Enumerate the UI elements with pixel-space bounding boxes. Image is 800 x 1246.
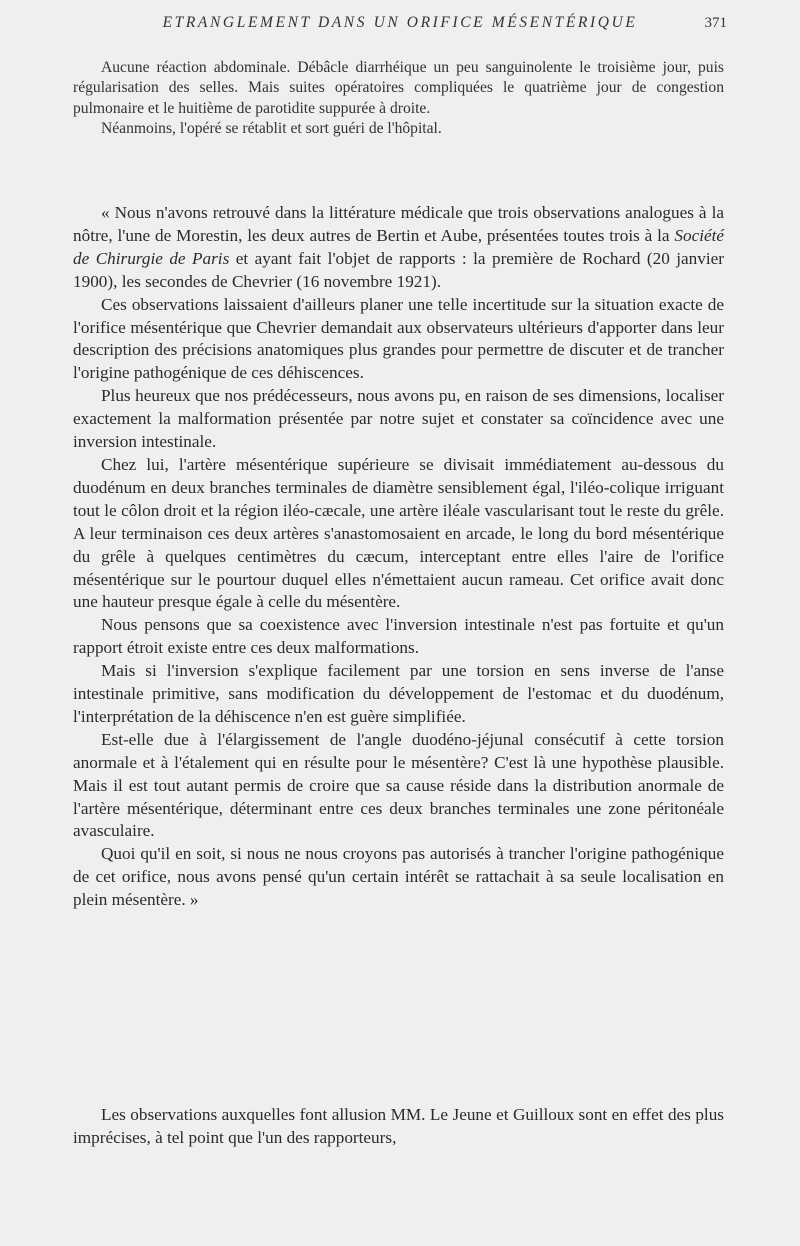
running-title: ETRANGLEMENT DANS UN ORIFICE MÉSENTÉRIQUE	[162, 14, 638, 31]
discussion-paragraph	[73, 202, 724, 294]
discussion-text: « Nous n'avons retrouvé dans la littérature médicale que trois observations analogues à la nôtre, l'une de Morestin, les deux autres de Bertin et Aube, présentées toutes trois à la	[73, 203, 724, 245]
case-report-paragraph: Aucune réaction abdominale. Débâcle diarrhéique un peu sanguinolente le troisième jour, puis régularisation des selles. Mais suites opératoires compliquées le quatrième jour de congestion pulmonaire et le huitième de parotidite suppurée à droite.	[73, 59, 724, 117]
case-report-section	[73, 58, 724, 140]
discussion-paragraph: Mais si l'inversion s'explique facilement par une torsion en sens inverse de l'anse intestinale primitive, sans modification du développement de l'estomac et du duodénum, l'interprétation de la déhiscence n'en est guère simplifiée.	[73, 661, 724, 726]
closing-paragraph: Les observations auxquelles font allusion MM. Le Jeune et Guilloux sont en effet des plus imprécises, à tel point que l'un des rapporteurs,	[73, 1105, 724, 1147]
discussion-paragraph: Quoi qu'il en soit, si nous ne nous croyons pas autorisés à trancher l'origine pathogénique de cet orifice, nous avons pensé qu'un certain intérêt se rattachait à sa seule localisation en plein mésentère. »	[73, 844, 724, 910]
discussion-paragraph: Nous pensons que sa coexistence avec l'inversion intestinale n'est pas fortuite et qu'un rapport étroit existe entre ces deux malformations.	[73, 615, 724, 658]
case-report-paragraph: Néanmoins, l'opéré se rétablit et sort guéri de l'hôpital.	[101, 120, 442, 138]
discussion-text: et ayant fait l'objet de rapports : la première de Rochard (20 janvier 1900), les secondes de Chevrier (16 novembre 1921).	[73, 248, 724, 291]
society-name: Société de Chirurgie de Paris	[73, 225, 724, 268]
discussion-paragraph: Chez lui, l'artère mésentérique supérieure se divisait immédiatement au-dessous du duodénum en deux branches terminales de diamètre sensiblement égal, l'iléo-colique irriguant tout le côlon droit et la région iléo-cæcale, une artère iléale vascularisant tout le reste du grêle. A leur terminaison ces deux artères s'anastomosaient en arcade, le long du bord mésentérique du grêle à quelques centimètres du cæcum, interceptant entre elles l'aire de l'orifice mésentérique sur le pourtour duquel elles n'émettaient aucun rameau. Cet orifice avait donc une hauteur presque égale à celle du mésentère.	[73, 454, 724, 612]
discussion-paragraph: Ces observations laissaient d'ailleurs planer une telle incertitude sur la situation exacte de l'orifice mésentérique que Chevrier demandait aux observateurs ultérieurs d'apporter dans leur description des précisions anatomiques plus grandes pour permettre de discuter et de trancher l'origine pathogénique de ces déhiscences.	[73, 294, 724, 383]
discussion-paragraph: Plus heureux que nos prédécesseurs, nous avons pu, en raison de ses dimensions, localiser exactement la malformation présentée par notre sujet et constater sa coïncidence avec une inversion intestinale.	[73, 386, 724, 452]
closing-section	[73, 1104, 724, 1150]
quoted-discussion	[73, 202, 724, 912]
page-number: 371	[704, 15, 727, 31]
discussion-paragraph: Est-elle due à l'élargissement de l'angle duodéno-jéjunal consécutif à cette torsion anormale et à l'étalement qui en résulte pour le mésentère? C'est là une hypothèse plausible. Mais il est tout autant permis de croire que sa cause réside dans la distribution anormale de l'artère mésentérique, déterminant entre ces deux branches terminales une zone péritonéale avasculaire.	[73, 729, 724, 841]
